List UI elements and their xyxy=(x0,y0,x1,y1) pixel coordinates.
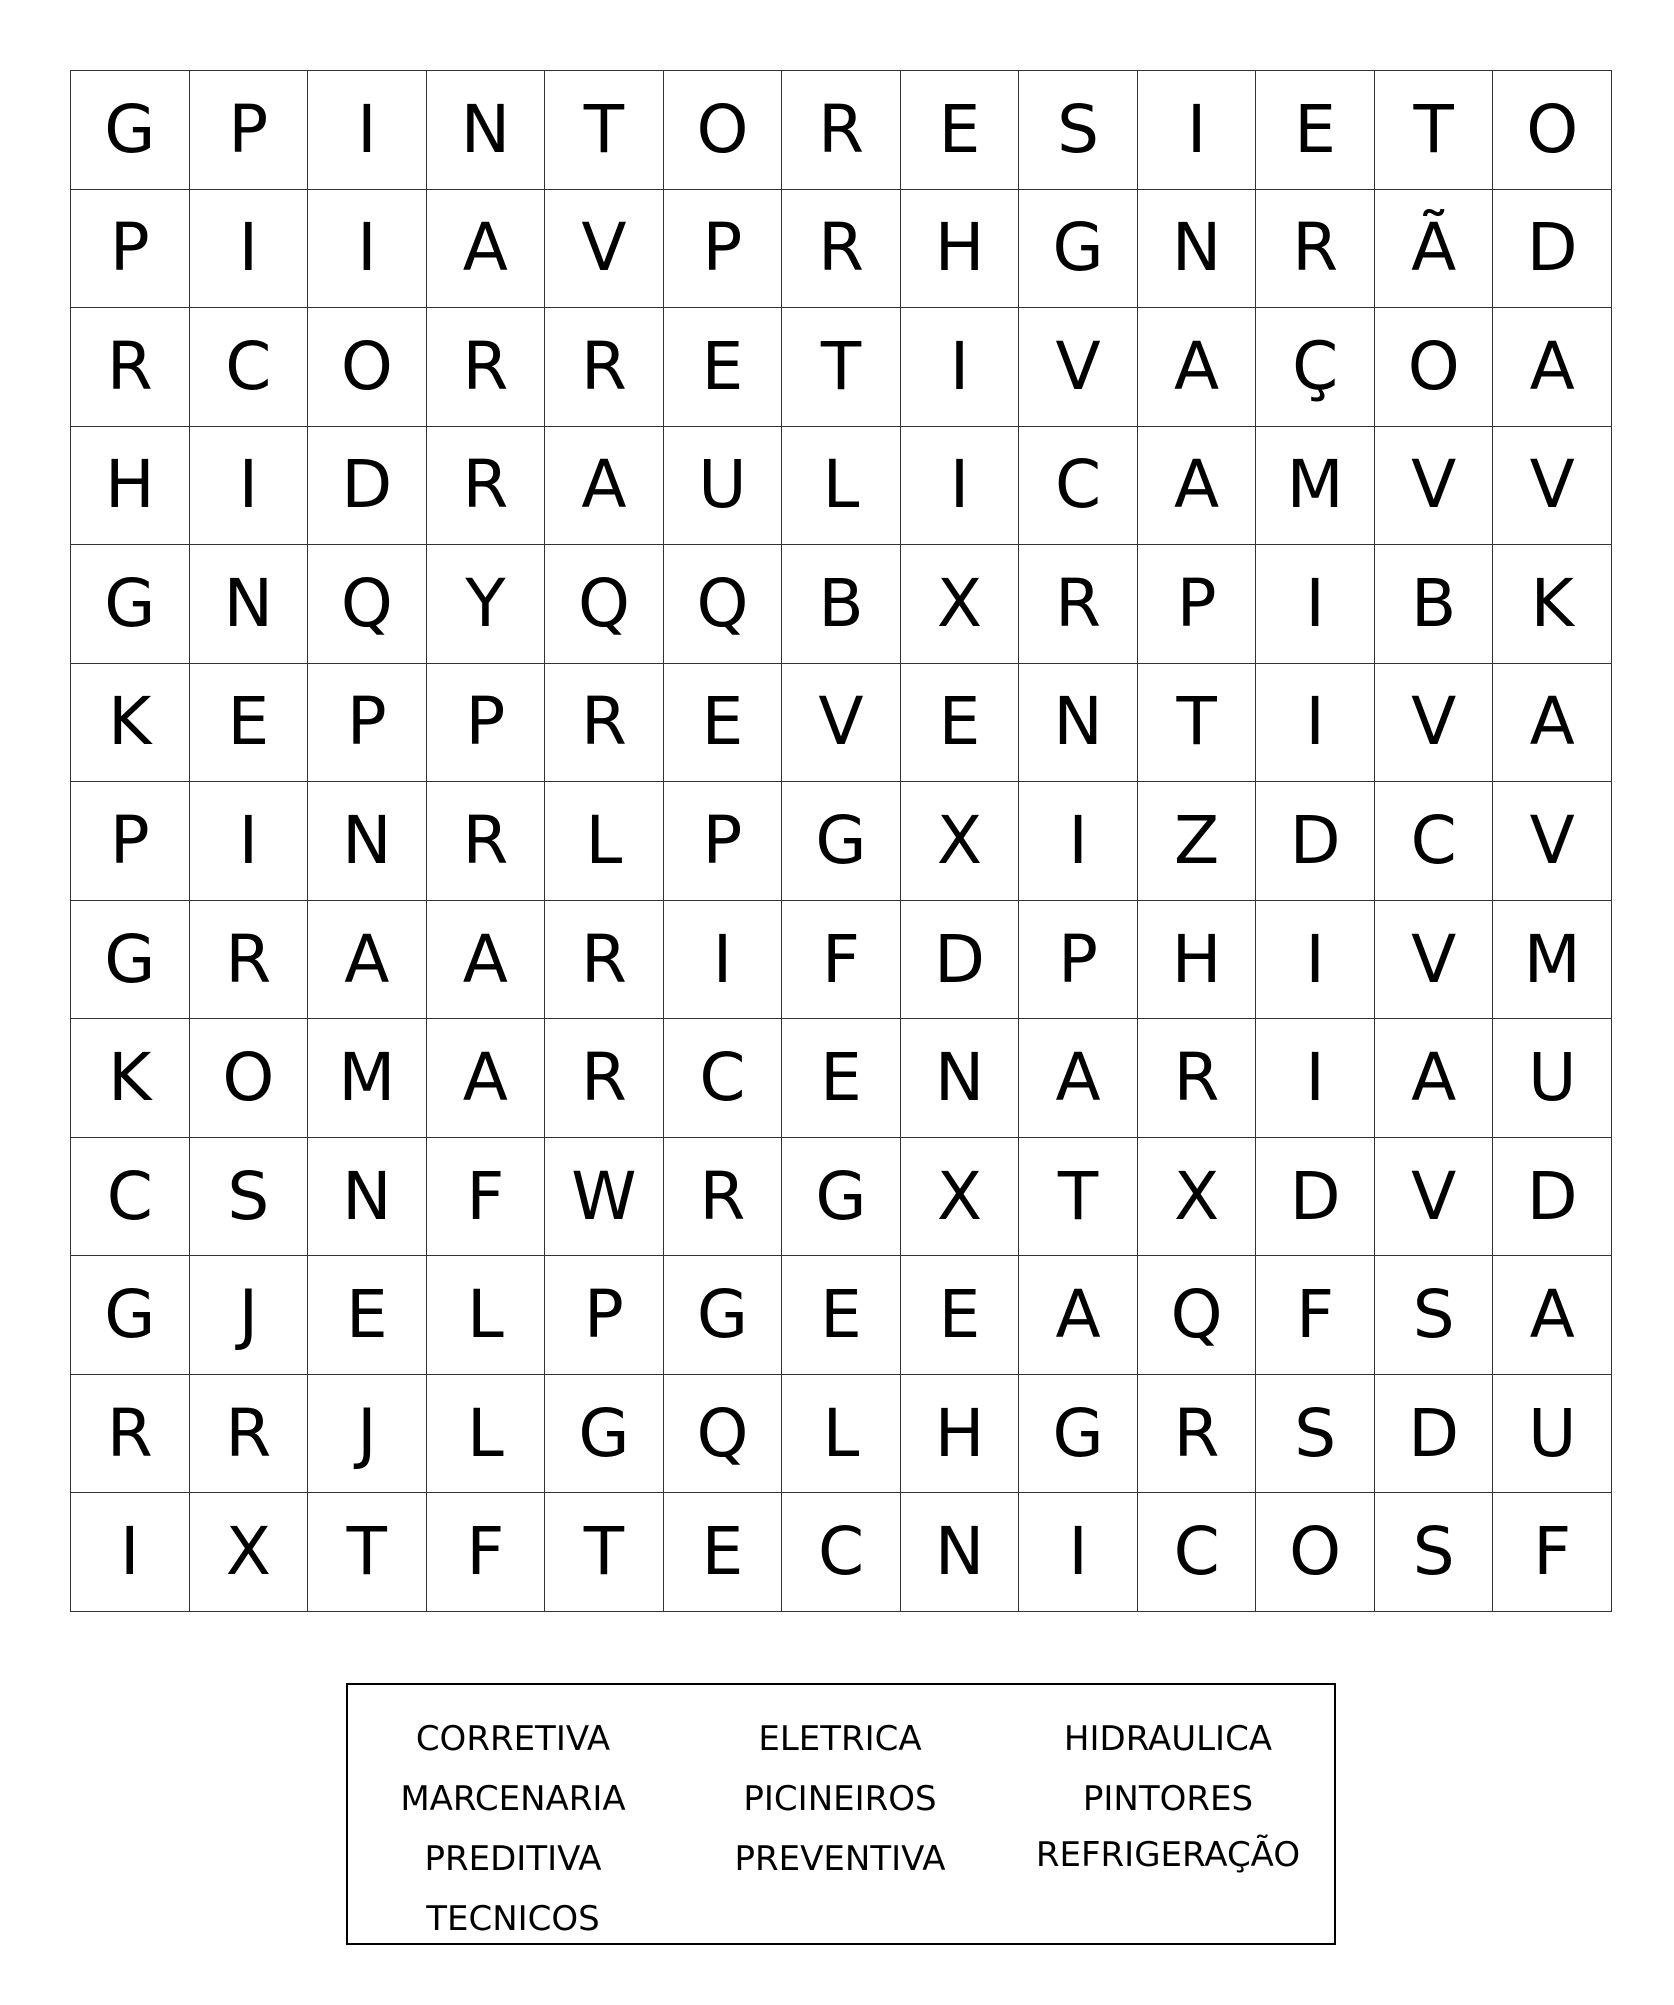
grid-cell[interactable]: G xyxy=(71,1256,190,1375)
grid-cell[interactable]: N xyxy=(901,1493,1020,1612)
grid-cell[interactable]: O xyxy=(308,308,427,427)
grid-cell[interactable]: O xyxy=(664,71,783,190)
grid-cell[interactable]: L xyxy=(782,1375,901,1494)
grid-cell[interactable]: C xyxy=(1375,782,1494,901)
grid-cell[interactable]: D xyxy=(308,427,427,546)
grid-cell[interactable]: V xyxy=(782,664,901,783)
grid-cell[interactable]: S xyxy=(1375,1256,1494,1375)
grid-cell[interactable]: I xyxy=(190,190,309,309)
grid-cell[interactable]: E xyxy=(782,1019,901,1138)
grid-cell[interactable]: G xyxy=(782,1138,901,1257)
grid-cell[interactable]: F xyxy=(1256,1256,1375,1375)
grid-cell[interactable]: I xyxy=(1256,664,1375,783)
grid-cell[interactable]: H xyxy=(71,427,190,546)
grid-cell[interactable]: Q xyxy=(308,545,427,664)
grid-cell[interactable]: I xyxy=(190,782,309,901)
grid-cell[interactable]: R xyxy=(427,427,546,546)
grid-cell[interactable]: E xyxy=(901,1256,1020,1375)
grid-cell[interactable]: V xyxy=(1493,782,1612,901)
grid-cell[interactable]: T xyxy=(782,308,901,427)
grid-cell[interactable]: D xyxy=(901,901,1020,1020)
grid-cell[interactable]: X xyxy=(901,1138,1020,1257)
grid-cell[interactable]: P xyxy=(545,1256,664,1375)
grid-cell[interactable]: O xyxy=(1493,71,1612,190)
grid-cell[interactable]: E xyxy=(190,664,309,783)
grid-cell[interactable]: U xyxy=(1493,1375,1612,1494)
grid-cell[interactable]: A xyxy=(1019,1019,1138,1138)
grid-cell[interactable]: V xyxy=(1375,427,1494,546)
grid-cell[interactable]: X xyxy=(1138,1138,1257,1257)
grid-cell[interactable]: R xyxy=(1019,545,1138,664)
grid-cell[interactable]: E xyxy=(664,308,783,427)
word-list-item: PICINEIROS xyxy=(743,1779,937,1819)
grid-cell[interactable]: R xyxy=(71,1375,190,1494)
grid-cell[interactable]: P xyxy=(308,664,427,783)
grid-cell[interactable]: V xyxy=(1375,1138,1494,1257)
grid-cell[interactable]: P xyxy=(1138,545,1257,664)
word-list-item: HIDRAULICA xyxy=(1063,1719,1273,1759)
grid-cell[interactable]: H xyxy=(901,190,1020,309)
grid-cell[interactable]: G xyxy=(71,545,190,664)
grid-cell[interactable]: F xyxy=(427,1138,546,1257)
grid-cell[interactable]: G xyxy=(782,782,901,901)
grid-cell[interactable]: R xyxy=(427,782,546,901)
grid-cell[interactable]: U xyxy=(664,427,783,546)
grid-cell[interactable]: R xyxy=(545,1019,664,1138)
grid-cell[interactable]: I xyxy=(1256,901,1375,1020)
grid-cell[interactable]: Ç xyxy=(1256,308,1375,427)
grid-cell[interactable]: I xyxy=(664,901,783,1020)
grid-cell[interactable]: C xyxy=(1138,1493,1257,1612)
grid-cell[interactable]: P xyxy=(190,71,309,190)
grid-cell[interactable]: Q xyxy=(545,545,664,664)
grid-cell[interactable]: I xyxy=(71,1493,190,1612)
grid-cell[interactable]: A xyxy=(1375,1019,1494,1138)
grid-cell[interactable]: N xyxy=(308,782,427,901)
grid-cell[interactable]: O xyxy=(1375,308,1494,427)
grid-cell[interactable]: J xyxy=(308,1375,427,1494)
grid-cell[interactable]: I xyxy=(1019,1493,1138,1612)
grid-cell[interactable]: C xyxy=(71,1138,190,1257)
grid-cell[interactable]: P xyxy=(1019,901,1138,1020)
grid-cell[interactable]: C xyxy=(1019,427,1138,546)
grid-cell[interactable]: F xyxy=(427,1493,546,1612)
grid-cell[interactable]: C xyxy=(664,1019,783,1138)
word-list-item: PREDITIVA xyxy=(424,1839,602,1879)
grid-cell[interactable]: C xyxy=(190,308,309,427)
grid-cell[interactable]: N xyxy=(1019,664,1138,783)
grid-cell[interactable]: P xyxy=(427,664,546,783)
grid-cell[interactable]: J xyxy=(190,1256,309,1375)
grid-cell[interactable]: U xyxy=(1493,1019,1612,1138)
grid-cell[interactable]: I xyxy=(308,71,427,190)
grid-cell[interactable]: V xyxy=(1375,664,1494,783)
grid-cell[interactable]: T xyxy=(1138,664,1257,783)
grid-cell[interactable]: H xyxy=(1138,901,1257,1020)
grid-cell[interactable]: A xyxy=(545,427,664,546)
grid-cell[interactable]: X xyxy=(901,782,1020,901)
grid-cell[interactable]: G xyxy=(71,901,190,1020)
grid-cell[interactable]: A xyxy=(427,190,546,309)
grid-cell[interactable]: V xyxy=(1493,427,1612,546)
grid-cell[interactable]: G xyxy=(71,71,190,190)
grid-cell[interactable]: I xyxy=(1138,71,1257,190)
grid-cell[interactable]: Ã xyxy=(1375,190,1494,309)
grid-cell[interactable]: H xyxy=(901,1375,1020,1494)
grid-cell[interactable]: W xyxy=(545,1138,664,1257)
grid-cell[interactable]: R xyxy=(664,1138,783,1257)
grid-cell[interactable]: Y xyxy=(427,545,546,664)
grid-cell[interactable]: E xyxy=(782,1256,901,1375)
grid-cell[interactable]: N xyxy=(308,1138,427,1257)
grid-cell[interactable]: V xyxy=(1375,901,1494,1020)
grid-cell[interactable]: R xyxy=(545,664,664,783)
word-list-item: ELETRICA xyxy=(758,1719,922,1759)
grid-cell[interactable]: A xyxy=(1019,1256,1138,1375)
grid-cell[interactable]: N xyxy=(190,545,309,664)
grid-cell[interactable]: T xyxy=(545,71,664,190)
grid-cell[interactable]: I xyxy=(308,190,427,309)
grid-cell[interactable]: K xyxy=(1493,545,1612,664)
grid-cell[interactable]: B xyxy=(1375,545,1494,664)
grid-cell[interactable]: I xyxy=(901,308,1020,427)
word-list-item: REFRIGERAÇÃO xyxy=(1035,1835,1301,1875)
word-search-grid xyxy=(70,70,1612,1612)
grid-cell[interactable]: D xyxy=(1256,782,1375,901)
grid-cell[interactable]: T xyxy=(1019,1138,1138,1257)
grid-cell[interactable]: N xyxy=(901,1019,1020,1138)
grid-cell[interactable]: A xyxy=(1138,427,1257,546)
word-list-item: TECNICOS xyxy=(426,1899,600,1939)
grid-cell[interactable]: L xyxy=(545,782,664,901)
grid-cell[interactable]: G xyxy=(1019,1375,1138,1494)
grid-cell[interactable]: R xyxy=(782,190,901,309)
grid-cell[interactable]: G xyxy=(664,1256,783,1375)
grid-cell[interactable]: C xyxy=(782,1493,901,1612)
word-list-item: PINTORES xyxy=(1082,1779,1254,1819)
grid-cell[interactable]: G xyxy=(1019,190,1138,309)
grid-cell[interactable]: I xyxy=(190,427,309,546)
grid-cell[interactable]: E xyxy=(901,664,1020,783)
grid-cell[interactable]: R xyxy=(427,308,546,427)
grid-cell[interactable]: D xyxy=(1256,1138,1375,1257)
grid-cell[interactable]: I xyxy=(1019,782,1138,901)
grid-cell[interactable]: E xyxy=(308,1256,427,1375)
grid-cell[interactable]: A xyxy=(427,1019,546,1138)
grid-cell[interactable]: P xyxy=(71,190,190,309)
word-list-item: MARCENARIA xyxy=(400,1779,626,1819)
grid-cell[interactable]: R xyxy=(1256,190,1375,309)
grid-cell[interactable]: L xyxy=(782,427,901,546)
grid-cell[interactable]: Q xyxy=(664,1375,783,1494)
grid-cell[interactable]: R xyxy=(71,308,190,427)
grid-cell[interactable]: F xyxy=(1493,1493,1612,1612)
grid-cell[interactable]: R xyxy=(545,901,664,1020)
grid-cell[interactable]: D xyxy=(1493,190,1612,309)
grid-cell[interactable]: I xyxy=(1256,1019,1375,1138)
grid-cell[interactable]: S xyxy=(1019,71,1138,190)
grid-cell[interactable]: R xyxy=(545,308,664,427)
grid-cell[interactable]: A xyxy=(1493,1256,1612,1375)
grid-cell[interactable]: Q xyxy=(664,545,783,664)
grid-cell[interactable]: B xyxy=(782,545,901,664)
grid-cell[interactable]: D xyxy=(1493,1138,1612,1257)
word-list-item: CORRETIVA xyxy=(415,1719,611,1759)
grid-cell[interactable]: T xyxy=(1375,71,1494,190)
grid-cell[interactable]: X xyxy=(901,545,1020,664)
grid-cell[interactable]: F xyxy=(782,901,901,1020)
grid-cell[interactable]: A xyxy=(427,901,546,1020)
grid-cell[interactable]: E xyxy=(664,664,783,783)
grid-cell[interactable]: P xyxy=(71,782,190,901)
grid-cell[interactable]: P xyxy=(664,782,783,901)
grid-cell[interactable]: O xyxy=(1256,1493,1375,1612)
grid-cell[interactable]: M xyxy=(1256,427,1375,546)
grid-cell[interactable]: A xyxy=(1493,308,1612,427)
grid-cell[interactable]: L xyxy=(427,1256,546,1375)
grid-cell[interactable]: K xyxy=(71,1019,190,1138)
word-list xyxy=(346,1683,1336,1945)
grid-cell[interactable]: R xyxy=(1138,1019,1257,1138)
grid-cell[interactable]: R xyxy=(190,901,309,1020)
word-list-item: PREVENTIVA xyxy=(734,1839,946,1879)
grid-cell[interactable]: Z xyxy=(1138,782,1257,901)
grid-cell[interactable]: E xyxy=(664,1493,783,1612)
grid-cell[interactable]: N xyxy=(1138,190,1257,309)
grid-cell[interactable]: S xyxy=(1256,1375,1375,1494)
grid-cell[interactable]: K xyxy=(71,664,190,783)
grid-cell[interactable]: R xyxy=(1138,1375,1257,1494)
grid-cell[interactable]: M xyxy=(308,1019,427,1138)
grid-cell[interactable]: V xyxy=(1019,308,1138,427)
grid-cell[interactable]: S xyxy=(190,1138,309,1257)
grid-cell[interactable]: P xyxy=(664,190,783,309)
grid-cell[interactable]: R xyxy=(190,1375,309,1494)
grid-cell[interactable]: Q xyxy=(1138,1256,1257,1375)
grid-cell[interactable]: A xyxy=(1493,664,1612,783)
grid-cell[interactable]: E xyxy=(901,71,1020,190)
grid-cell[interactable]: E xyxy=(1256,71,1375,190)
grid-cell[interactable]: O xyxy=(190,1019,309,1138)
grid-cell[interactable]: S xyxy=(1375,1493,1494,1612)
grid-cell[interactable]: D xyxy=(1375,1375,1494,1494)
grid-cell[interactable]: I xyxy=(901,427,1020,546)
grid-cell[interactable]: X xyxy=(190,1493,309,1612)
grid-cell[interactable]: L xyxy=(427,1375,546,1494)
grid-cell[interactable]: N xyxy=(427,71,546,190)
grid-cell[interactable]: A xyxy=(308,901,427,1020)
grid-cell[interactable]: I xyxy=(1256,545,1375,664)
grid-cell[interactable]: M xyxy=(1493,901,1612,1020)
grid-cell[interactable]: G xyxy=(545,1375,664,1494)
grid-cell[interactable]: R xyxy=(782,71,901,190)
grid-cell[interactable]: T xyxy=(545,1493,664,1612)
grid-cell[interactable]: A xyxy=(1138,308,1257,427)
grid-cell[interactable]: T xyxy=(308,1493,427,1612)
grid-cell[interactable]: V xyxy=(545,190,664,309)
